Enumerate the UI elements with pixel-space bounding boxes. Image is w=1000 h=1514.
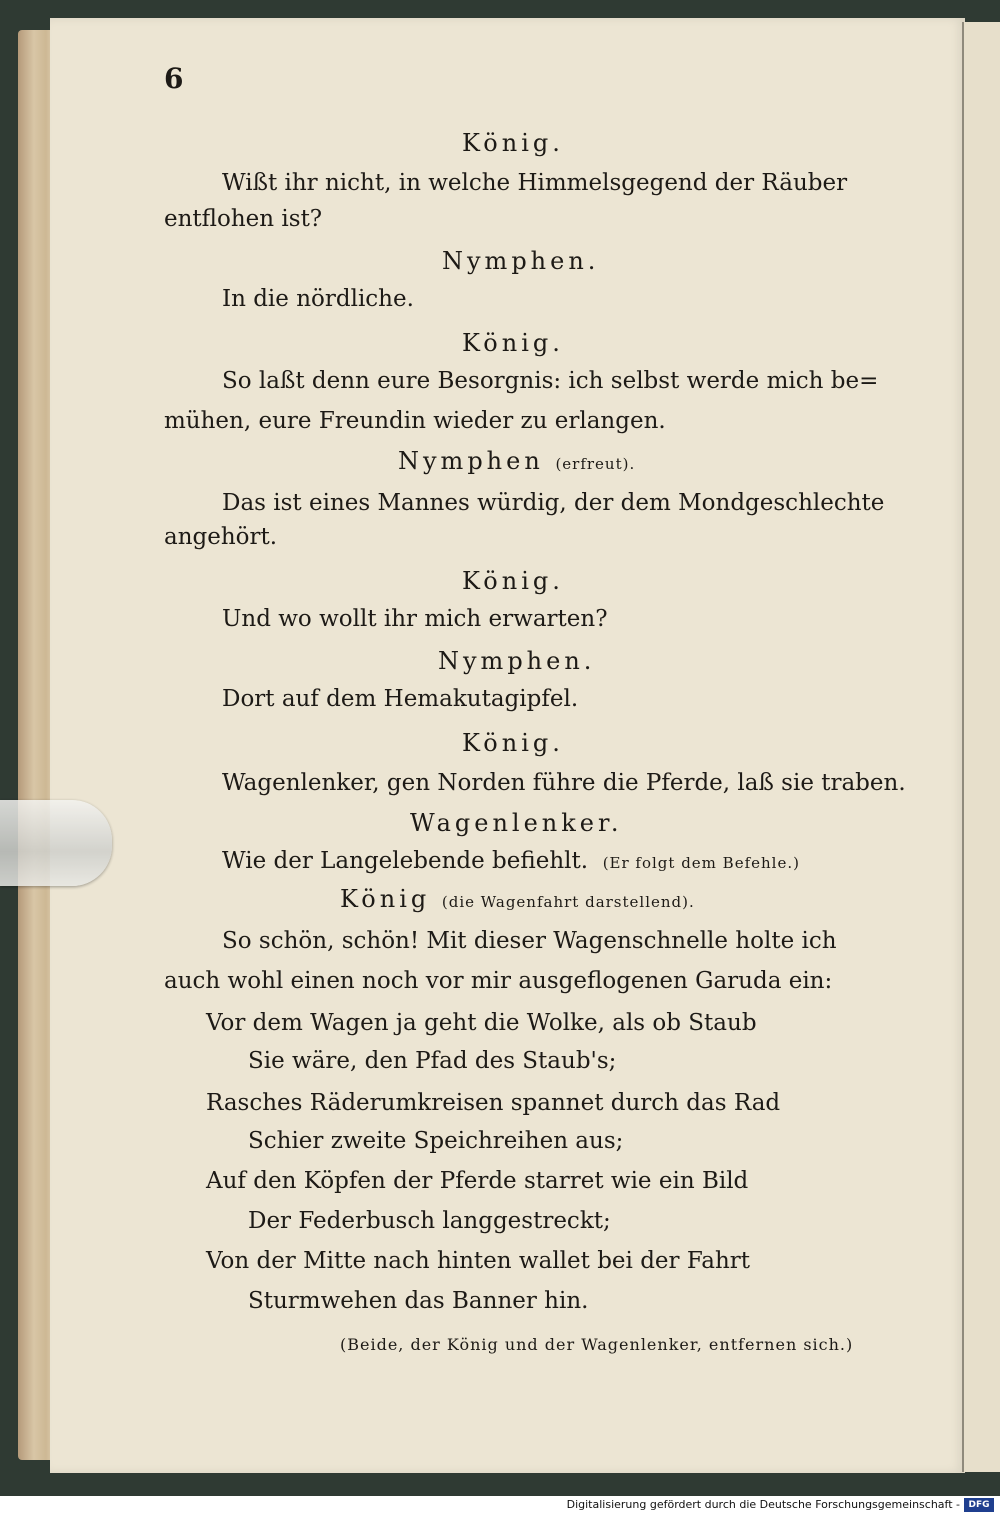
dialogue-line: angehört.	[164, 524, 278, 550]
speaker-label: Nymphen (erfreut).	[398, 447, 636, 475]
verse-line: Rasches Räderumkreisen spannet durch das Rad	[206, 1090, 781, 1116]
verse-line: Sturmwehen das Banner hin.	[248, 1288, 589, 1314]
digitization-footer	[0, 1496, 1000, 1514]
dialogue-line: entflohen ist?	[164, 206, 323, 232]
verse-line: Der Federbusch langgestreckt;	[248, 1208, 611, 1234]
verse-line: Schier zweite Speichreihen aus;	[248, 1128, 624, 1154]
speaker-label: König.	[462, 129, 564, 157]
verse-line: Vor dem Wagen ja geht die Wolke, als ob Staub	[206, 1010, 757, 1036]
dialogue-line: Dort auf dem Hemakutagipfel.	[222, 686, 579, 712]
speaker-label: König.	[462, 567, 564, 595]
dialogue-line: Wißt ihr nicht, in welche Himmelsgegend der Räuber	[222, 170, 848, 196]
verse-line: Auf den Köpfen der Pferde starret wie ein Bild	[206, 1168, 749, 1194]
footer-credit: Digitalisierung gefördert durch die Deutsche Forschungsgemeinschaft -	[566, 1498, 960, 1511]
speaker-label: Nymphen.	[438, 647, 596, 675]
speaker-label: Wagenlenker.	[410, 809, 623, 837]
verse-line: Sie wäre, den Pfad des Staub's;	[248, 1048, 617, 1074]
speaker-label: König.	[462, 729, 564, 757]
speaker-label: König (die Wagenfahrt darstellend).	[340, 885, 695, 913]
dfg-logo: DFG	[964, 1498, 994, 1512]
dialogue-line: In die nördliche.	[222, 286, 414, 312]
stage-direction: (Beide, der König und der Wagenlenker, entfernen sich.)	[340, 1335, 854, 1354]
dialogue-line: Und wo wollt ihr mich erwarten?	[222, 606, 608, 632]
next-page-edge	[962, 22, 1000, 1472]
dialogue-line: Wie der Langelebende befiehlt. (Er folgt dem Befehle.)	[222, 848, 800, 874]
stage-direction: (die Wagenfahrt darstellend).	[441, 893, 695, 911]
stage-direction: (Er folgt dem Befehle.)	[602, 854, 800, 872]
speaker-label: König.	[462, 329, 564, 357]
dialogue-line: Wagenlenker, gen Norden führe die Pferde, laß sie traben.	[222, 770, 906, 796]
dialogue-line: mühen, eure Freundin wieder zu erlangen.	[164, 408, 666, 434]
speaker-label: Nymphen.	[442, 247, 600, 275]
page-clip	[0, 800, 112, 886]
dialogue-line: So schön, schön! Mit dieser Wagenschnelle holte ich	[222, 928, 837, 954]
verse-line: Von der Mitte nach hinten wallet bei der Fahrt	[206, 1248, 750, 1274]
dialogue-line: Das ist eines Mannes würdig, der dem Mondgeschlechte	[222, 490, 885, 516]
stage-direction: (erfreut).	[555, 455, 636, 473]
dialogue-line: auch wohl einen noch vor mir ausgeflogenen Garuda ein:	[164, 968, 833, 994]
dialogue-line: So laßt denn eure Besorgnis: ich selbst werde mich be=	[222, 368, 879, 394]
page-number: 6	[164, 62, 184, 95]
